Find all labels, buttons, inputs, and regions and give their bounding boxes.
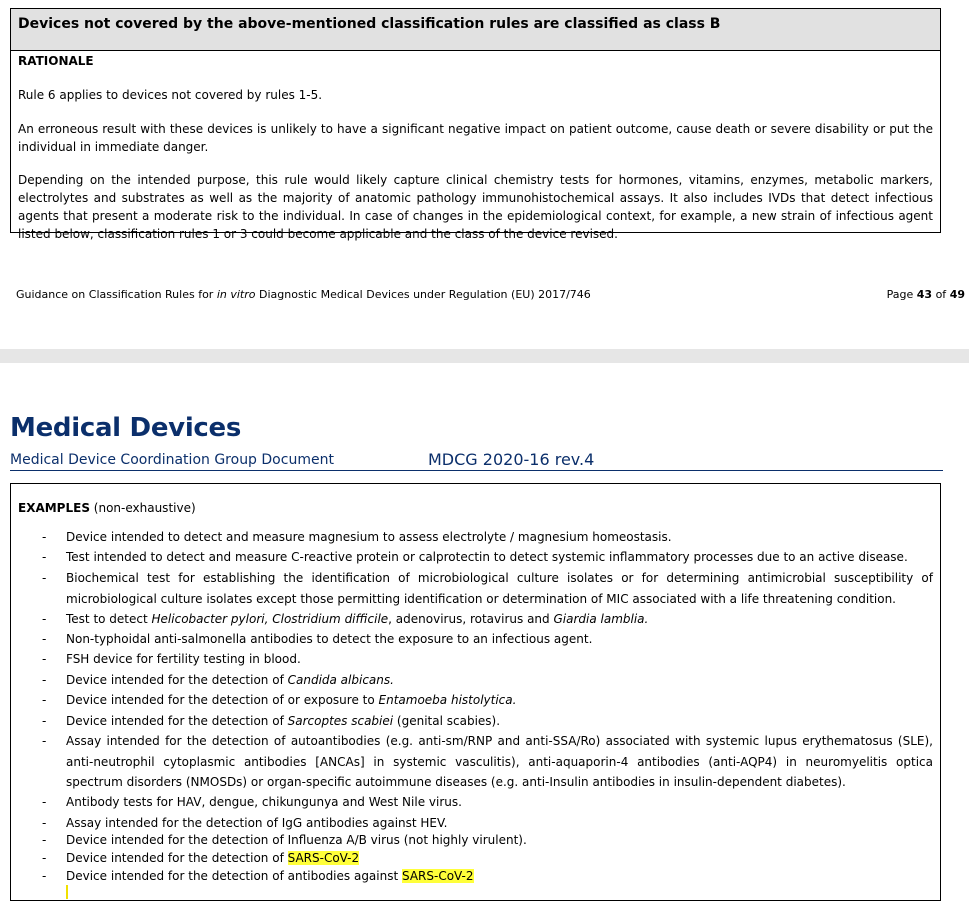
list-item-text: Device intended for the detection of Sarcoptes scabiei (genital scabies). xyxy=(66,714,501,728)
list-item-text: Antibody tests for HAV, dengue, chikungunya and West Nile virus. xyxy=(66,795,462,809)
page-subtitle: Medical Device Coordination Group Document xyxy=(10,452,334,468)
list-item-text: Device intended for the detection of SARS-CoV-2 xyxy=(66,851,360,865)
list-item-text: Test to detect Helicobacter pylori, Clostridium difficile, adenovirus, rotavirus and Giardia lamblia. xyxy=(66,612,649,626)
page-number: Page 43 of 49 xyxy=(886,288,965,301)
list-item-text: Device intended for the detection of or exposure to Entamoeba histolytica. xyxy=(66,693,517,707)
bullet-dash: - xyxy=(42,612,47,626)
list-item-text: Biochemical test for establishing the identification of microbiological culture isolates or for determining antimicrobial susceptibility of microbiological culture isolates except those permitting identification or determination of MIC associated with a life threatening condition. xyxy=(66,571,933,606)
bullet-dash: - xyxy=(42,816,47,830)
bullet-dash: - xyxy=(42,851,47,865)
bullet-dash: - xyxy=(42,673,47,687)
list-item-text: Device intended for the detection of Influenza A/B virus (not highly virulent). xyxy=(66,833,527,847)
bullet-dash: - xyxy=(42,530,47,544)
bullet-dash: - xyxy=(42,833,47,847)
bullet-dash: - xyxy=(42,550,47,564)
list-item-text: Assay intended for the detection of autoantibodies (e.g. anti-sm/RNP and anti-SSA/Ro) associated with systemic lupus erythematosus (SLE), anti-neutrophil cytoplasmic antibodies [ANCAs] in systemic vasculitis), anti-aquaporin-4 antibodies (anti-AQP4) in neuromyelitis optica spectrum disorders (NMOSDs) or organ-specific autoimmune diseases (e.g. anti-Insulin antibodies in insulin-dependent diabetes). xyxy=(66,734,933,789)
bullet-dash: - xyxy=(42,693,47,707)
bullet-dash: - xyxy=(42,714,47,728)
list-item-text: Device intended for the detection of Candida albicans. xyxy=(66,673,394,687)
page-separator xyxy=(0,349,969,363)
footer-document-title: Guidance on Classification Rules for in vitro Diagnostic Medical Devices under Regulation (EU) 2017/746 xyxy=(16,288,591,301)
document-id: MDCG 2020-16 rev.4 xyxy=(428,450,595,469)
examples-heading: EXAMPLES (non-exhaustive) xyxy=(18,501,196,515)
rationale-label: RATIONALE xyxy=(18,54,94,68)
header-divider xyxy=(10,470,943,471)
list-item-text: Non-typhoidal anti-salmonella antibodies to detect the exposure to an infectious agent. xyxy=(66,632,593,646)
rule-title: Devices not covered by the above-mentioned classification rules are classified as class B xyxy=(18,16,721,32)
bullet-dash: - xyxy=(42,632,47,646)
rationale-paragraph-3: Depending on the intended purpose, this rule would likely capture clinical chemistry tests for hormones, vitamins, enzymes, metabolic markers, electrolytes and substrates as well as the majority of anatomic pathology immunohistochemical assays. It also includes IVDs that detect infectious agents that present a moderate risk to the individual. In case of changes in the epidemiological context, for example, a new strain of infectious agent listed below, classification rules 1 or 3 could become applicable and the class of the device revised. xyxy=(18,173,933,241)
list-item-text: Test intended to detect and measure C-reactive protein or calprotectin to detect systemic inflammatory processes due to an active disease. xyxy=(66,550,908,564)
examples-table xyxy=(10,483,941,901)
highlighted-text: SARS-CoV-2 xyxy=(402,869,474,883)
list-item-text: FSH device for fertility testing in blood. xyxy=(66,652,301,666)
list-item-text: Assay intended for the detection of IgG antibodies against HEV. xyxy=(66,816,448,830)
page-title: Medical Devices xyxy=(10,413,242,443)
bullet-dash: - xyxy=(42,734,47,748)
bullet-dash: - xyxy=(42,652,47,666)
highlight-mark xyxy=(66,885,68,899)
rule-header-cell xyxy=(11,9,940,51)
highlighted-text: SARS-CoV-2 xyxy=(287,851,360,865)
list-item-text: Device intended to detect and measure magnesium to assess electrolyte / magnesium homeostasis. xyxy=(66,530,672,544)
rule-6-table xyxy=(10,8,941,241)
rationale-paragraph-2: An erroneous result with these devices is unlikely to have a significant negative impact on patient outcome, cause death or severe disability or put the individual in immediate danger. xyxy=(18,122,933,154)
rationale-paragraph-1: Rule 6 applies to devices not covered by rules 1-5. xyxy=(18,88,323,102)
list-item-text: Device intended for the detection of antibodies against SARS-CoV-2 xyxy=(66,869,474,883)
bullet-dash: - xyxy=(42,869,47,883)
bullet-dash: - xyxy=(42,571,47,585)
bullet-dash: - xyxy=(42,795,47,809)
